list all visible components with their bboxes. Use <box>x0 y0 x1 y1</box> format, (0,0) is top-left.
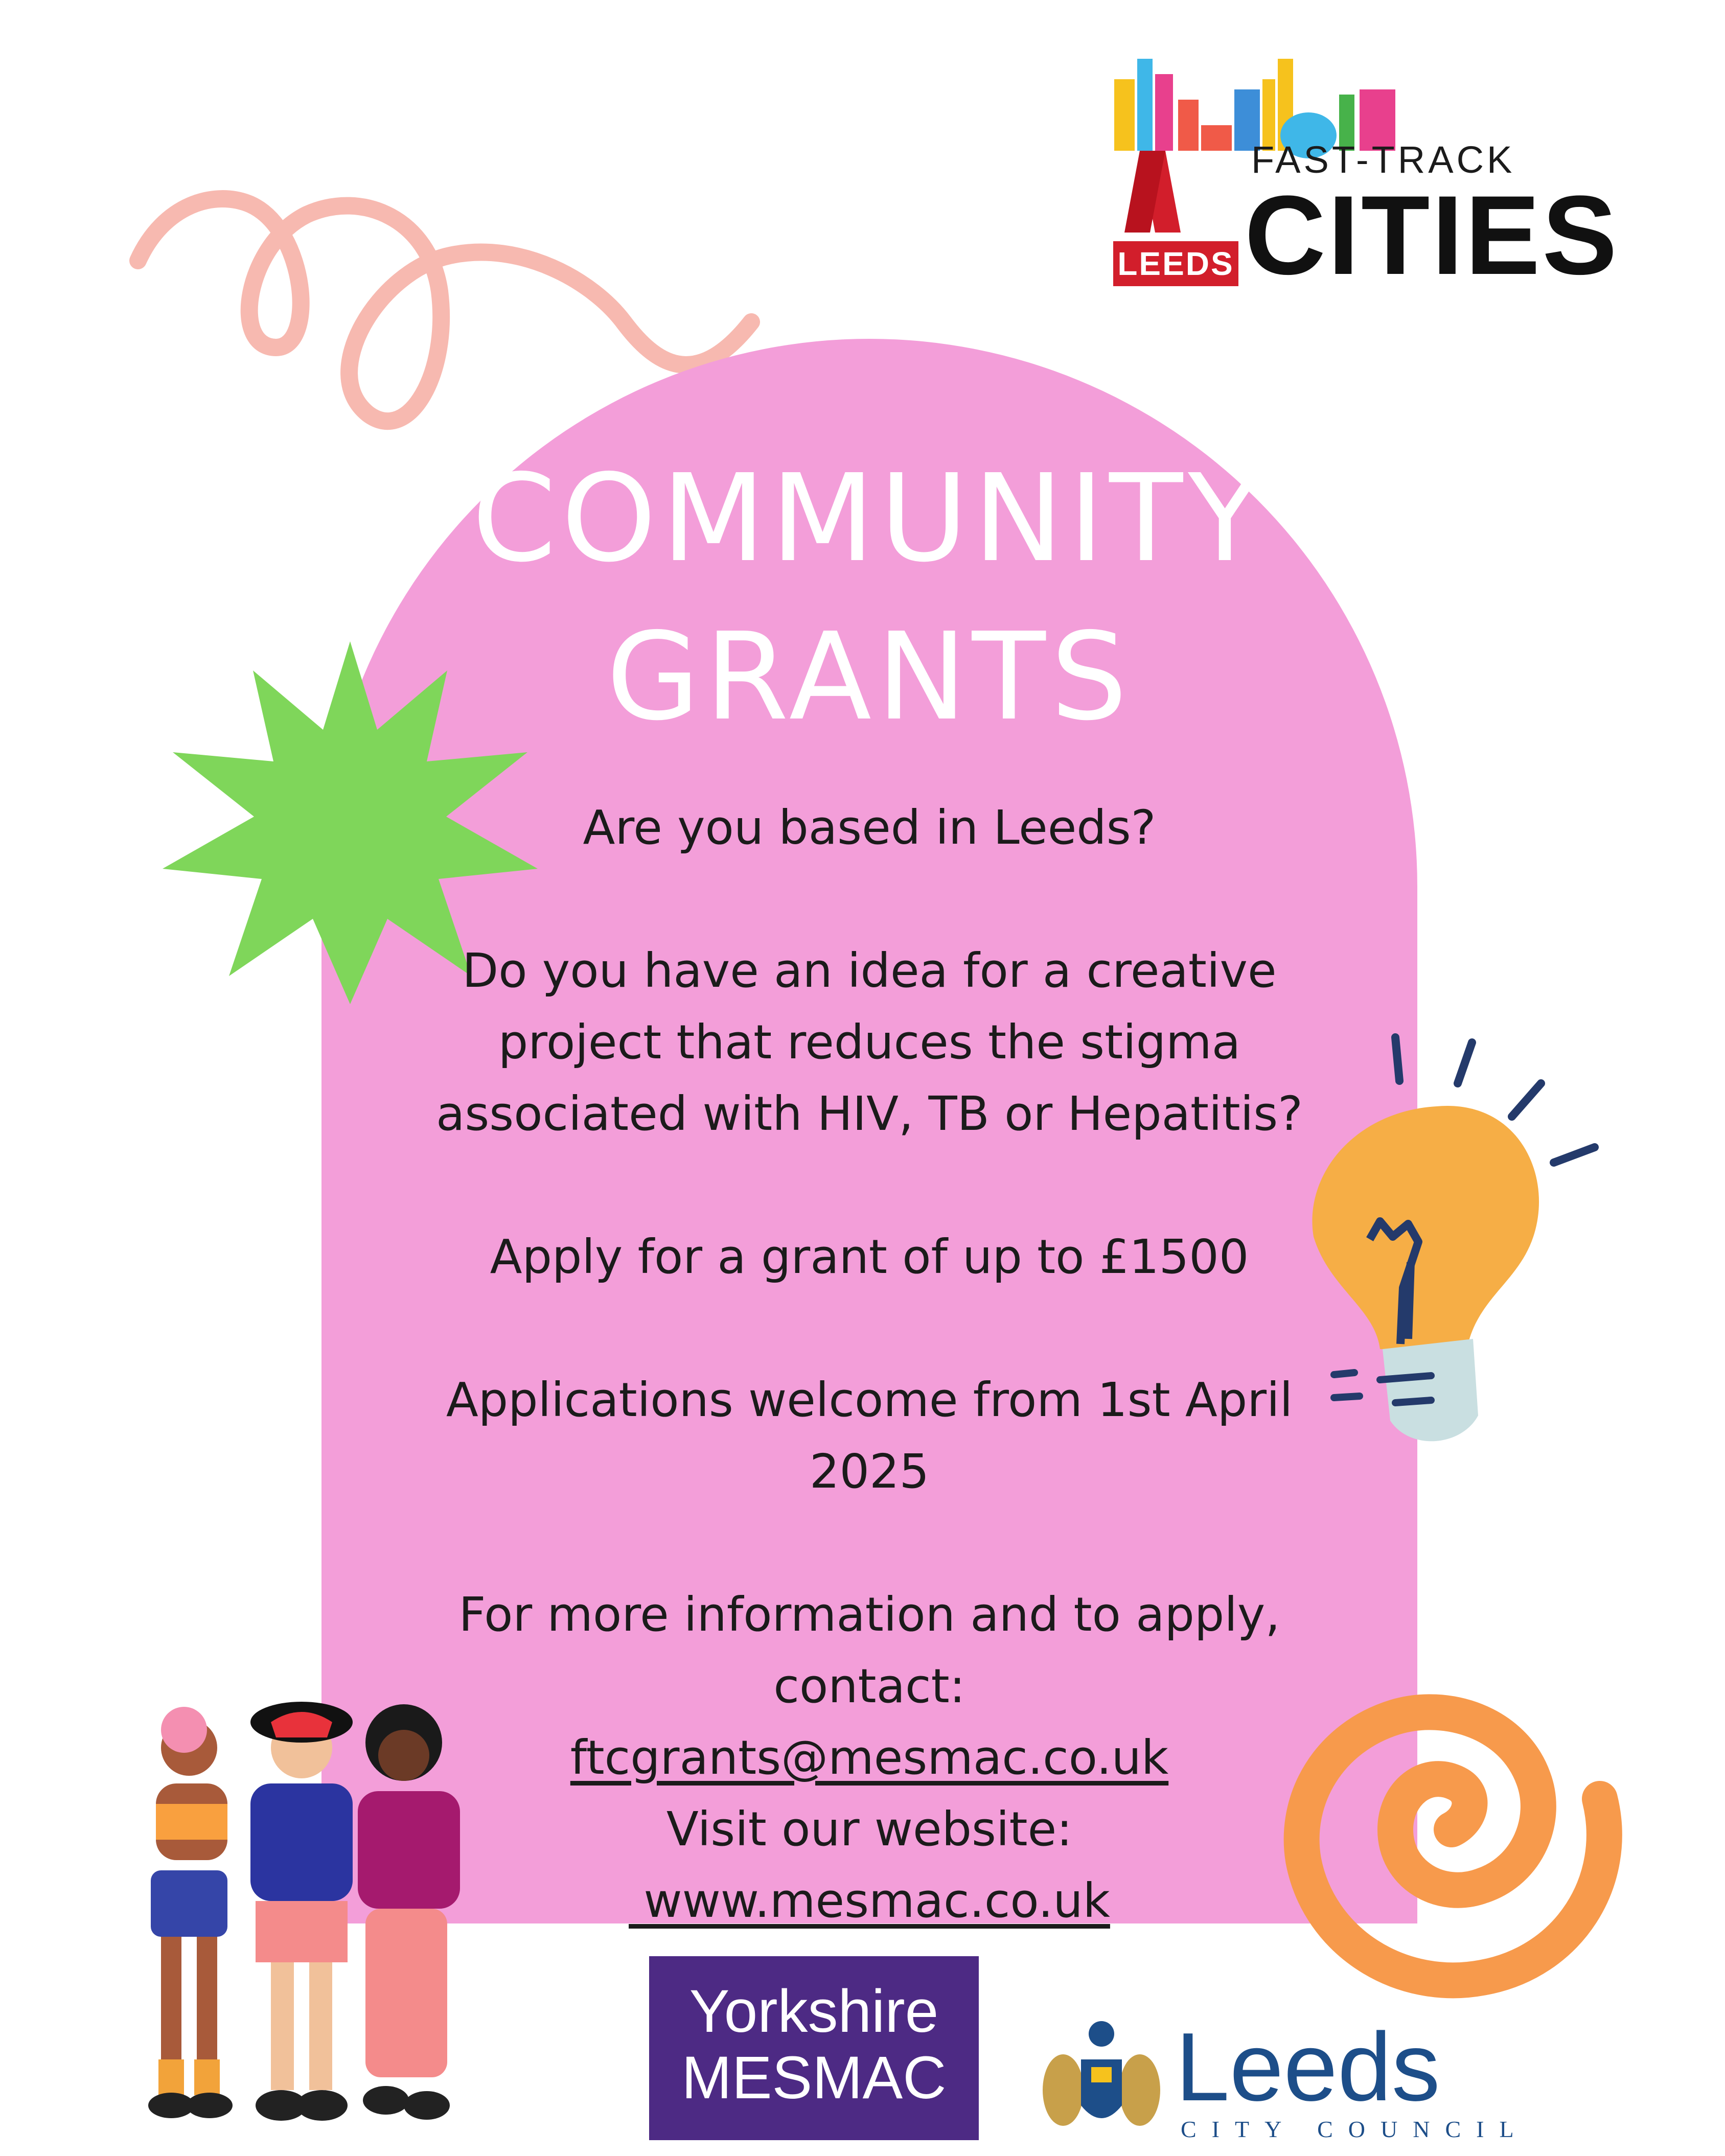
info-line-2: contact: <box>773 1659 965 1713</box>
ftc-fast-track-text: FAST-TRACK <box>1251 138 1515 181</box>
leeds-council-subtitle: CITY COUNCIL <box>1181 2116 1529 2142</box>
question-based-in-leeds: Are you based in Leeds? <box>583 800 1156 855</box>
website-label: Visit our website: <box>666 1802 1073 1857</box>
title-line-2: GRANTS <box>606 607 1133 747</box>
people-group-illustration <box>107 1702 506 2146</box>
applications-open-line-1: Applications welcome from 1st April <box>446 1373 1293 1427</box>
question-creative-project-line-1: Do you have an idea for a creative <box>462 943 1277 998</box>
owl-crest-icon <box>1038 2019 1165 2146</box>
grant-amount-text: Apply for a grant of up to £1500 <box>490 1230 1249 1284</box>
question-creative-project-line-3: associated with HIV, TB or Hepatitis? <box>435 1086 1303 1141</box>
ftc-leeds-tag: LEEDS <box>1113 241 1238 286</box>
applications-open-line-2: 2025 <box>809 1444 930 1499</box>
info-line-1: For more information and to apply, <box>458 1587 1280 1642</box>
yorkshire-mesmac-logo <box>649 1956 979 2140</box>
ftc-cities-text: CITIES <box>1245 172 1619 298</box>
mesmac-line-1: Yorkshire <box>689 1978 939 2045</box>
mesmac-line-2: MESMAC <box>681 2044 947 2112</box>
email-link[interactable]: ftcgrants@mesmac.co.uk <box>570 1730 1169 1785</box>
title-line-1: COMMUNITY <box>472 448 1267 589</box>
leeds-council-name: Leeds <box>1176 2013 1440 2121</box>
website-link[interactable]: www.mesmac.co.uk <box>629 1873 1110 1928</box>
question-creative-project-line-2: project that reduces the stigma <box>498 1015 1241 1070</box>
